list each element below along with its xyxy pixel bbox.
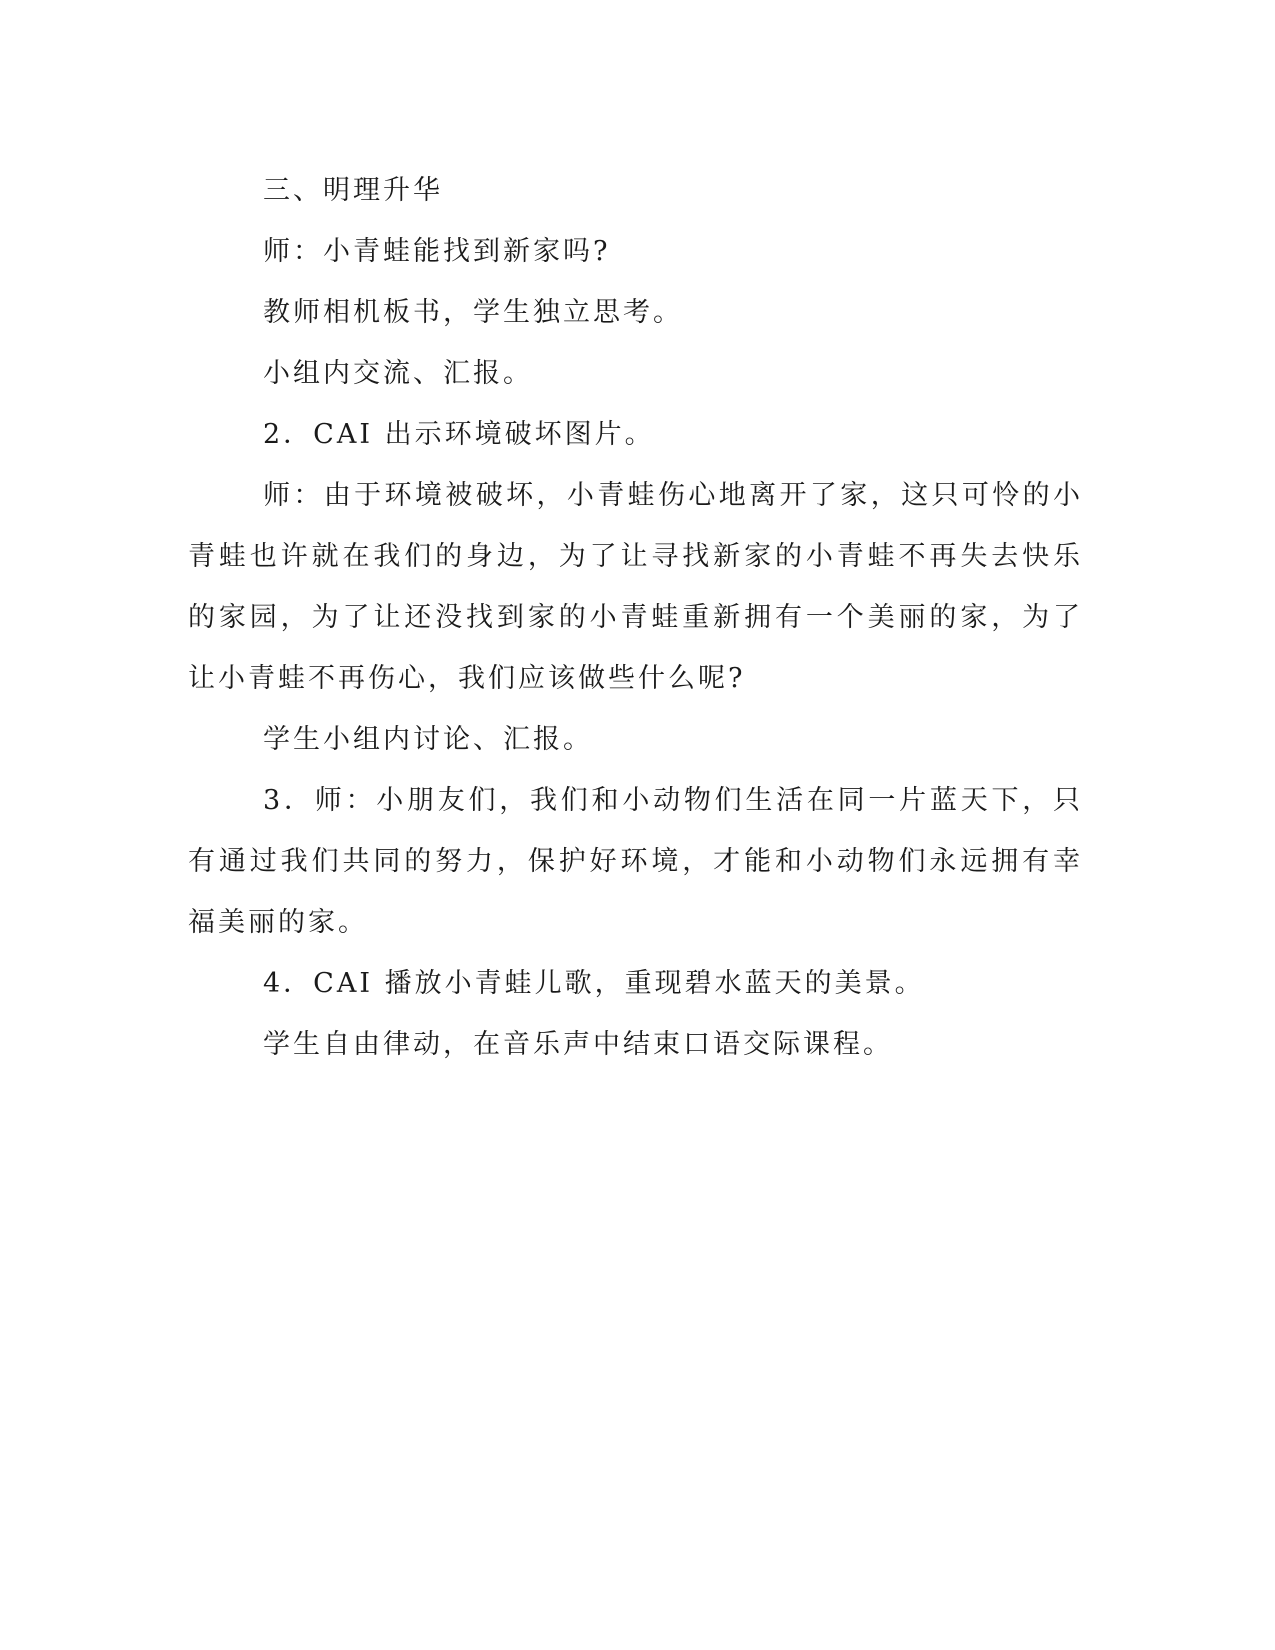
- paragraph: 教师相机板书，学生独立思考。: [263, 297, 683, 328]
- paragraph: 小组内交流、汇报。: [263, 358, 533, 389]
- paragraph: 学生小组内讨论、汇报。: [263, 724, 593, 755]
- section-heading: 三、明理升华: [263, 175, 443, 206]
- paragraph: 师：由于环境被破坏，小青蛙伤心地离开了家，这只可怜的小青蛙也许就在我们的身边，为了让寻找新家的小青蛙不再失去快乐的家园，为了让还没找到家的小青蛙重新拥有一个美丽的家，为了让小青蛙不再伤心，我们应该做些什么呢?: [188, 480, 1083, 694]
- paragraph: 3．师：小朋友们，我们和小动物们生活在同一片蓝天下，只有通过我们共同的努力，保护好环境，才能和小动物们永远拥有幸福美丽的家。: [188, 785, 1083, 938]
- paragraph: 学生自由律动，在音乐声中结束口语交际课程。: [263, 1029, 893, 1060]
- paragraph: 2．CAI 出示环境破坏图片。: [263, 419, 655, 450]
- paragraph: 4．CAI 播放小青蛙儿歌，重现碧水蓝天的美景。: [263, 968, 925, 999]
- document-body: [188, 160, 1083, 1075]
- paragraph: 师：小青蛙能找到新家吗?: [263, 236, 611, 267]
